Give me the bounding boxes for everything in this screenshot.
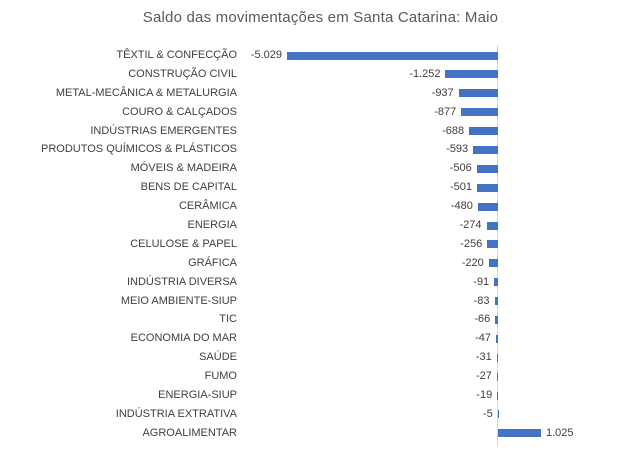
category-label: ECONOMIA DO MAR: [130, 332, 237, 345]
plot-area: [0, 46, 641, 443]
chart-row: [0, 348, 641, 367]
bar: [287, 52, 498, 60]
chart-row: [0, 254, 641, 273]
value-label: -256: [460, 237, 483, 250]
chart-row: [0, 424, 641, 443]
category-label: BENS DE CAPITAL: [140, 181, 237, 194]
chart-row: [0, 329, 641, 348]
value-label: -31: [475, 351, 492, 364]
category-label: INDÚSTRIAS EMERGENTES: [90, 124, 237, 137]
value-label: -501: [449, 181, 472, 194]
bar: [496, 335, 498, 343]
value-label: -688: [442, 124, 465, 137]
value-label: -5: [483, 407, 493, 420]
category-label: GRÁFICA: [188, 256, 237, 269]
category-label: ENERGIA: [187, 219, 237, 232]
value-label: 1.025: [546, 426, 574, 439]
bar: [487, 240, 498, 248]
category-label: FUMO: [204, 370, 237, 383]
category-label: TÊXTIL & CONFECÇÃO: [116, 49, 237, 61]
category-label: PRODUTOS QUÍMICOS & PLÁSTICOS: [41, 143, 237, 156]
value-label: -593: [446, 143, 469, 156]
bar: [497, 392, 498, 400]
bar: [498, 429, 541, 437]
chart-row: [0, 405, 641, 424]
category-label: INDÚSTRIA DIVERSA: [126, 275, 237, 288]
chart-row: [0, 273, 641, 292]
chart-row: [0, 367, 641, 386]
value-label: -66: [474, 313, 491, 326]
category-label: COURO & CALÇADOS: [122, 105, 237, 118]
bar: [473, 146, 498, 154]
value-label: -27: [475, 370, 492, 383]
value-label: -480: [450, 200, 473, 213]
value-label: -83: [473, 294, 490, 307]
bar: [497, 354, 498, 362]
value-label: -47: [475, 332, 492, 345]
category-label: METAL-MECÂNICA & METALURGIA: [55, 86, 237, 99]
chart-row: [0, 140, 641, 159]
category-label: TIC: [219, 313, 237, 326]
bar: [495, 316, 498, 324]
category-label: MÓVEIS & MADEIRA: [130, 162, 237, 175]
bar: [494, 278, 498, 286]
bar: [477, 165, 498, 173]
category-label: AGROALIMENTAR: [142, 426, 237, 439]
category-label: SAÚDE: [199, 351, 237, 364]
bar: [459, 89, 498, 97]
category-label: ENERGIA-SIUP: [158, 389, 237, 402]
bar: [469, 127, 498, 135]
value-label: -220: [461, 256, 484, 269]
value-label: -5.029: [250, 49, 282, 61]
chart-row: [0, 46, 641, 65]
category-label: CONSTRUÇÃO CIVIL: [128, 67, 237, 80]
chart-row: [0, 84, 641, 103]
chart-row: [0, 197, 641, 216]
chart-row: [0, 292, 641, 311]
category-label: INDÚSTRIA EXTRATIVA: [115, 407, 237, 420]
category-label: CELULOSE & PAPEL: [130, 237, 237, 250]
chart-row: [0, 159, 641, 178]
bar: [497, 373, 498, 381]
chart-row: [0, 65, 641, 84]
bar: [461, 108, 498, 116]
chart-row: [0, 386, 641, 405]
chart-row: [0, 122, 641, 141]
bar: [495, 297, 498, 305]
bar: [489, 259, 498, 267]
chart-row: [0, 216, 641, 235]
value-label: -19: [476, 389, 493, 402]
value-label: -1.252: [409, 67, 441, 80]
bar: [445, 70, 498, 78]
value-label: -877: [434, 105, 457, 118]
category-label: MEIO AMBIENTE-SIUP: [120, 294, 237, 307]
value-label: -91: [473, 275, 490, 288]
value-label: -937: [431, 86, 454, 99]
chart-title: Saldo das movimentações em Santa Catarina: Maio: [142, 9, 499, 26]
value-label: -274: [459, 219, 482, 232]
bar: [477, 184, 498, 192]
category-label: CERÂMICA: [178, 200, 237, 213]
bar: [478, 203, 498, 211]
chart-row: [0, 235, 641, 254]
bar: [487, 222, 498, 230]
chart-row: [0, 178, 641, 197]
value-label: -506: [449, 162, 472, 175]
chart-row: [0, 310, 641, 329]
chart-row: [0, 103, 641, 122]
